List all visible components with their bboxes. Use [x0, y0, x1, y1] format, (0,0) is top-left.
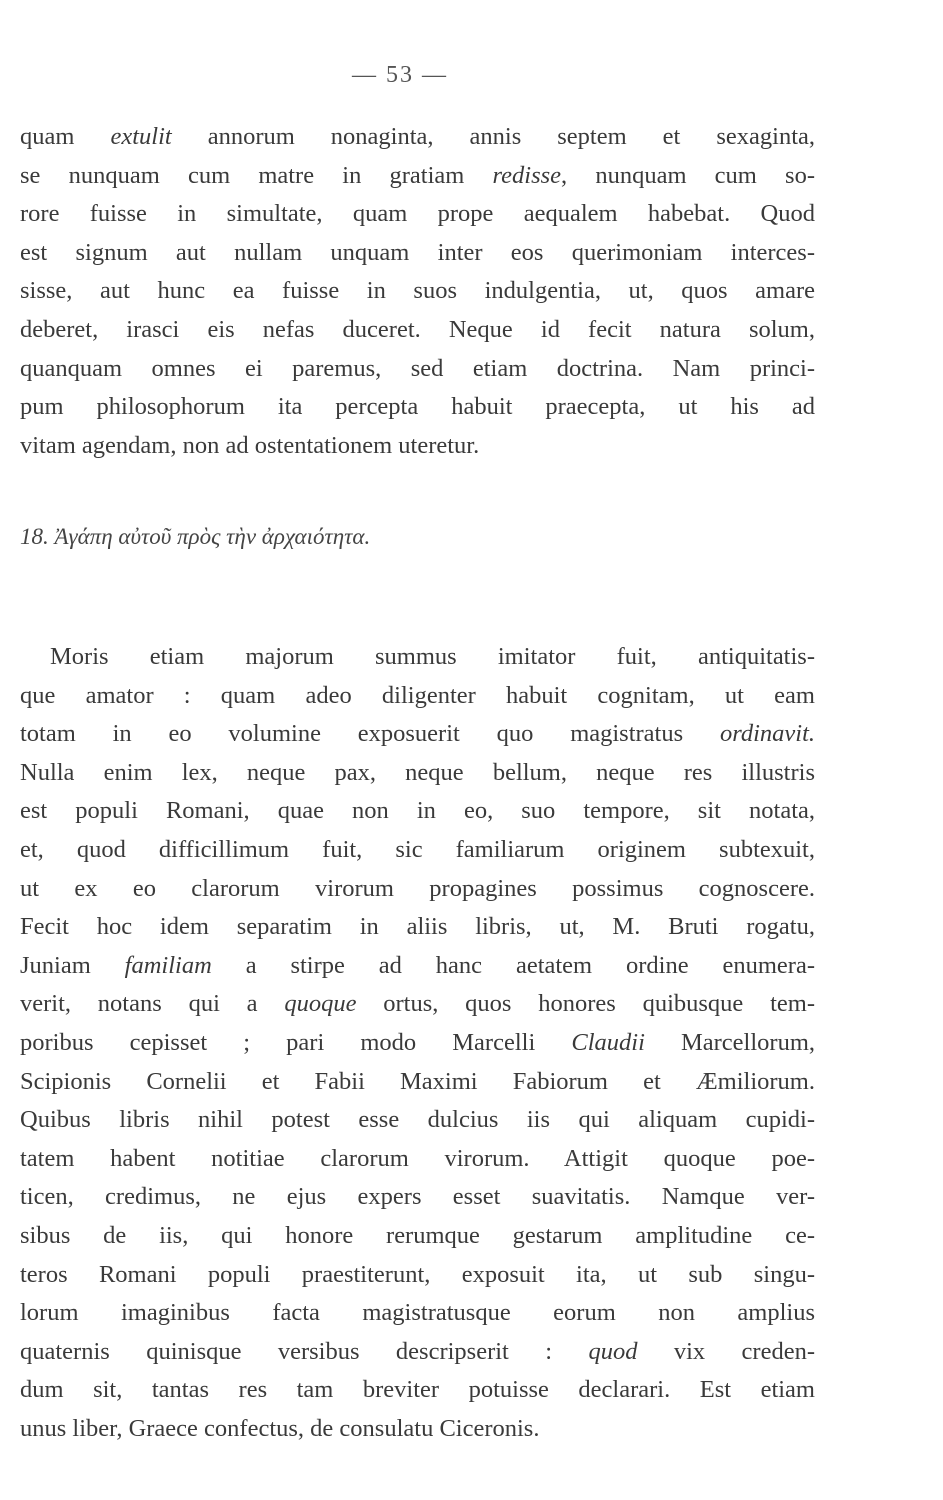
text-line: sisse, aut hunc ea fuisse in suos indulgentia, ut, quos amare	[20, 277, 815, 305]
text-line: quaternis quinisque versibus descripserit : quod vix creden-	[20, 1337, 815, 1365]
text-line: Juniam familiam a stirpe ad hanc aetatem ordine enumera-	[20, 951, 815, 979]
page-number: — 53 —	[352, 62, 448, 88]
text-line: unus liber, Graece confectus, de consulatu Ciceronis.	[20, 1414, 540, 1442]
text-line: Scipionis Cornelii et Fabii Maximi Fabiorum et Æmiliorum.	[20, 1067, 815, 1095]
text-line: poribus cepisset ; pari modo Marcelli Claudii Marcellorum,	[20, 1028, 815, 1056]
text-line: se nunquam cum matre in gratiam redisse, nunquam cum so-	[20, 161, 815, 189]
text-line: ut ex eo clarorum virorum propagines possimus cognoscere.	[20, 874, 815, 902]
text-line: quanquam omnes ei paremus, sed etiam doctrina. Nam princi-	[20, 354, 815, 382]
text-line: est populi Romani, quae non in eo, suo tempore, sit notata,	[20, 797, 815, 825]
text-line: que amator : quam adeo diligenter habuit cognitam, ut eam	[20, 681, 815, 709]
text-line: Nulla enim lex, neque pax, neque bellum, neque res illustris	[20, 758, 815, 786]
text-line: lorum imaginibus facta magistratusque eorum non amplius	[20, 1299, 815, 1327]
text-line: tatem habent notitiae clarorum virorum. Attigit quoque poe-	[20, 1144, 815, 1172]
section-heading: 18. Ἀγάπη αὐτοῦ πρὸς τὴν ἀρχαιότητα.	[20, 524, 371, 549]
text-line: est signum aut nullam unquam inter eos querimoniam interces-	[20, 238, 815, 266]
text-line: deberet, irasci eis nefas duceret. Neque id fecit natura solum,	[20, 315, 815, 343]
text-line: pum philosophorum ita percepta habuit praecepta, ut his ad	[20, 393, 815, 421]
text-line: Quibus libris nihil potest esse dulcius iis qui aliquam cupidi-	[20, 1106, 815, 1134]
text-line: totam in eo volumine exposuerit quo magistratus ordinavit.	[20, 720, 815, 748]
text-line: quam extulit annorum nonaginta, annis septem et sexaginta,	[20, 123, 815, 150]
text-line: sibus de iis, qui honore rerumque gestarum amplitudine ce-	[20, 1221, 815, 1249]
text-line: ticen, credimus, ne ejus expers esset suavitatis. Namque ver-	[20, 1183, 815, 1211]
text-line: teros Romani populi praestiterunt, exposuit ita, ut sub singu-	[20, 1260, 815, 1288]
text-line: Fecit hoc idem separatim in aliis libris, ut, M. Bruti rogatu,	[20, 913, 815, 941]
paragraph-2	[20, 638, 815, 1448]
text-line: vitam agendam, non ad ostentationem uteretur.	[20, 431, 480, 459]
text-line: Moris etiam majorum summus imitator fuit, antiquitatis-	[50, 643, 815, 670]
text-line: dum sit, tantas res tam breviter potuisse declarari. Est etiam	[20, 1376, 815, 1404]
text-line: et, quod difficillimum fuit, sic familiarum originem subtexuit,	[20, 835, 815, 863]
paragraph-1	[20, 118, 815, 465]
text-line: verit, notans qui a quoque ortus, quos honores quibusque tem-	[20, 990, 815, 1018]
text-line: rore fuisse in simultate, quam prope aequalem habebat. Quod	[20, 200, 815, 228]
